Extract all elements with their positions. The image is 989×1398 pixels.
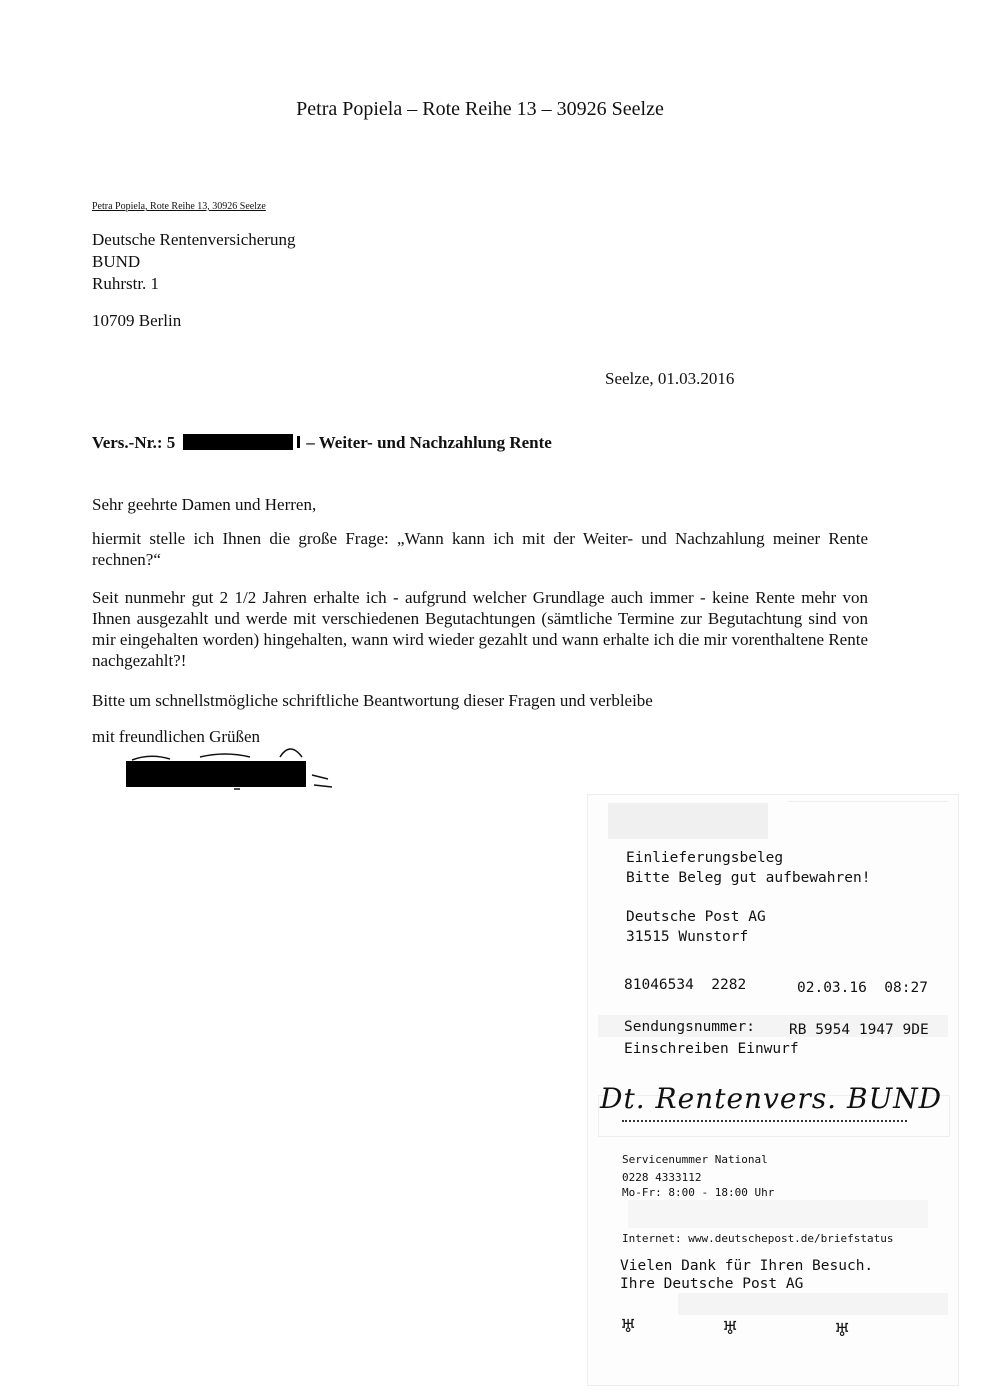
- subject-line: [92, 433, 552, 453]
- paragraph-1: hiermit stelle ich Ihnen die große Frage: „Wann kann ich mit der Weiter- und Nachzahlung meiner Rente rechnen?“: [92, 529, 868, 569]
- receipt-note: Bitte Beleg gut aufbewahren!: [626, 870, 871, 886]
- thanks-line-1: Vielen Dank für Ihren Besuch.: [620, 1258, 874, 1274]
- service-hours: Mo-Fr: 8:00 - 18:00 Uhr: [622, 1186, 775, 1199]
- receipt-company: Deutsche Post AG: [626, 909, 766, 925]
- thanks-line-2: Ihre Deutsche Post AG: [620, 1276, 804, 1292]
- salutation: Sehr geehrte Damen und Herren,: [92, 495, 317, 514]
- recipient-line-2: BUND: [92, 252, 141, 271]
- handwritten-recipient: Dt. Rentenvers. BUND: [600, 1082, 943, 1115]
- recipient-line-1: Deutsche Rentenversicherung: [92, 230, 296, 249]
- tracking-number: RB 5954 1947 9DE: [789, 1022, 929, 1038]
- dotted-line: [622, 1120, 907, 1122]
- paragraph-3: Bitte um schnellstmögliche schriftliche Beantwortung dieser Fragen und verbleibe: [92, 691, 653, 710]
- subject-text: – Weiter- und Nachzahlung Rente: [306, 433, 552, 452]
- signature-stroke-icon: [130, 745, 340, 795]
- service-phone: 0228 4333112: [622, 1171, 702, 1184]
- paragraph-2: Seit nunmehr gut 2 1/2 Jahren erhalte ich - aufgrund welcher Grundlage auch immer - keine Rente mehr von Ihnen ausgezahlt und werde mit verschiedenen Begutachtungen (sämtliche Termine zur Begutachtung sind von mir eingehalten worden) hingehalten, wann wird wieder gezahlt und wann erhalte ich die mir vorenthaltene Rente nachgezahlt?!: [92, 588, 868, 670]
- back-print-logo: [628, 1200, 928, 1228]
- internet-line: Internet: www.deutschepost.de/briefstatus: [622, 1232, 894, 1245]
- closing: mit freundlichen Grüßen: [92, 727, 261, 746]
- back-print-footer: [678, 1293, 948, 1315]
- back-print-banner: [608, 803, 768, 839]
- receipt-datetime: 02.03.16 08:27: [797, 980, 928, 996]
- posthorn-icon: ♅: [722, 1318, 739, 1339]
- sender-return-line: Petra Popiela, Rote Reihe 13, 30926 Seelze: [92, 201, 266, 212]
- subject-prefix: Vers.-Nr.: 5: [92, 433, 176, 452]
- back-print-text-block: [788, 801, 948, 862]
- posthorn-icon: ♅: [620, 1316, 637, 1337]
- service-label: Servicenummer National: [622, 1153, 768, 1166]
- receipt-branch: 31515 Wunstorf: [626, 929, 749, 945]
- recipient-city: 10709 Berlin: [92, 311, 182, 330]
- redaction-bar: [183, 434, 293, 450]
- letterhead: Petra Popiela – Rote Reihe 13 – 30926 Seelze: [296, 98, 664, 120]
- receipt-transaction-id: 81046534 2282: [624, 977, 747, 993]
- posthorn-icon: ♅: [834, 1320, 851, 1341]
- letter-date: Seelze, 01.03.2016: [605, 369, 735, 388]
- receipt-title: Einlieferungsbeleg: [626, 850, 784, 866]
- tracking-label: Sendungsnummer:: [624, 1019, 755, 1035]
- receipt-product: Einschreiben Einwurf: [624, 1041, 799, 1057]
- recipient-line-3: Ruhrstr. 1: [92, 274, 160, 293]
